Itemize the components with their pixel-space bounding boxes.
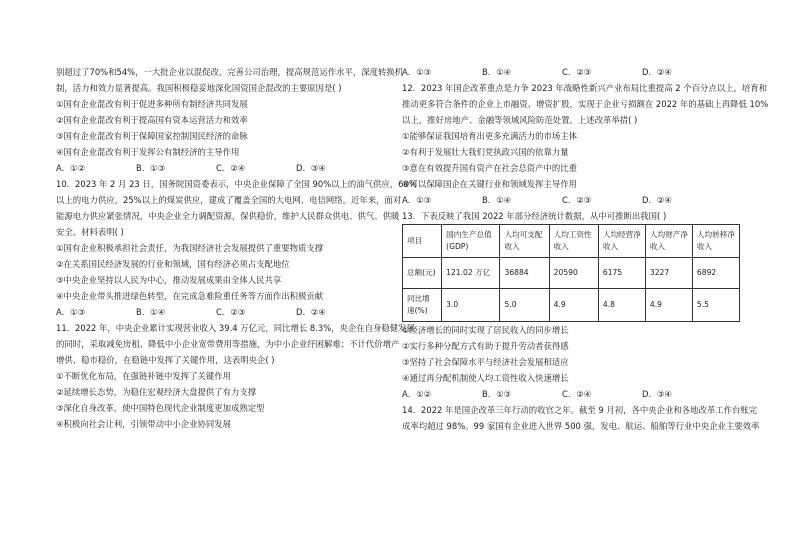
q12-stem-line: 推动更多符合条件的企业上市融资、增资扩股，实现于企业亏损额在 2022 年的基础上再降低 10% [402, 99, 769, 109]
table-cell: 4.9 [645, 289, 692, 322]
choice-a[interactable]: A．①② [402, 389, 432, 399]
q10-stem-line: 10．2023 年 2 月 23 日，国务院国资委表示，中央企业保障了全国 90%以上的油气供应，60% [56, 179, 417, 189]
q10-stem-line: 以上的电力供应，25%以上的煤炭供应，建成了覆盖全国的大电网、电信网络。近年来，面对 [56, 195, 402, 205]
q12-option: ①能够保证我国培育出更多充满活力的市场主体 [402, 131, 578, 141]
choice-b[interactable]: B．①④ [482, 195, 512, 205]
table-header-cell: 人均工资性收入 [549, 225, 598, 258]
table-row [403, 289, 740, 322]
q10-stem-line: 安全。材料表明( ) [56, 227, 124, 237]
choice-a[interactable]: A．①③ [56, 307, 86, 317]
choice-c[interactable]: C．②④ [562, 389, 592, 399]
q13-option: ①经济增长的同时实现了居民收入的同步增长 [402, 325, 569, 335]
choice-d[interactable]: D．②④ [642, 67, 672, 77]
q10-stem-line: 能源电力供应紧张情况，中央企业全力调配资源，保供稳价，维护人民群众供电、供气、供暖 [56, 211, 400, 221]
choice-b[interactable]: B．①③ [136, 163, 166, 173]
q11-stem-line: 的同时，采取减免房租、降低中小企业宽带费用等措施，为中小企业纾困解难；不计代价增产 [56, 339, 400, 349]
table-cell: 36884 [500, 258, 549, 289]
choice-d[interactable]: D．②④ [296, 307, 326, 317]
q10-option: ①国有企业积极承担社会责任，为我国经济社会发展提供了重要物质支撑 [56, 243, 324, 253]
table-cell: 3227 [645, 258, 692, 289]
q14-stem-line: 14．2022 年是国企改革三年行动的收官之年。截至 9 月初，各中央企业和各地改革工作台账完 [402, 405, 758, 415]
table-cell: 5.5 [692, 289, 739, 322]
choice-b[interactable]: B．①④ [482, 67, 512, 77]
q12-option: ②有利于发展壮大我们党执政兴国的依靠力量 [402, 147, 569, 157]
table-cell: 6175 [598, 258, 645, 289]
q10-option: ④中央企业带头推进绿色转型，在完成急难险重任务等方面作出积极贡献 [56, 291, 324, 301]
q9-intro-line: 别超过了70%和54%，一大批企业以混促改，完善公司治理，提高规范运作水平，深度转换机 [56, 67, 404, 77]
choice-c[interactable]: C．②③ [216, 307, 246, 317]
q9-option: ③国有企业混改有利于保障国家控制国民经济的命脉 [56, 131, 248, 141]
q9-option: ①国有企业混改有利于促进多种所有制经济共同发展 [56, 99, 248, 109]
q13-choices [402, 388, 742, 400]
q12-choices [402, 194, 742, 206]
choice-a[interactable]: A．①③ [402, 195, 432, 205]
q9-intro-line: 制，活力和效力显著提高。我国积极稳妥地深化国资国企混改的主要原因是( ) [56, 83, 342, 93]
q11-option: ③深化自身改革，使中国特色现代企业制度更加成熟定型 [56, 403, 265, 413]
q9-option: ④国有企业混改有利于发挥公有制经济的主导作用 [56, 147, 240, 157]
q12-option: ③意在有效提升国有资产在社会总资产中的比重 [402, 163, 578, 173]
choice-c[interactable]: C．②④ [216, 163, 246, 173]
q10-option: ③中央企业坚持以人民为中心，推动发展成果由全体人民共享 [56, 275, 282, 285]
q11-stem-line: 11．2022 年，中央企业累计实现营业收入 39.4 万亿元，同比增长 8.3%，央企在自身稳健发展 [56, 323, 415, 333]
table-cell: 3.0 [442, 289, 500, 322]
q12-stem-line: 以上，推好房地产、金融等领域风险防范处置。上述改革举措( ) [402, 115, 638, 125]
q13-option: ③坚持了社会保障水平与经济社会发展相适应 [402, 357, 569, 367]
table-cell: 20590 [549, 258, 598, 289]
table-header-cell: 人均转移净收入 [692, 225, 739, 258]
table-cell: 4.9 [549, 289, 598, 322]
table-header-cell: 人均经营净收入 [598, 225, 645, 258]
table-header-cell: 人均可支配收入 [500, 225, 549, 258]
table-cell: 121.02 万亿 [442, 258, 500, 289]
table-cell: 总额(元) [403, 258, 442, 289]
table-cell: 6892 [692, 258, 739, 289]
choice-a[interactable]: A．①② [56, 163, 86, 173]
q12-stem-line: 12．2023 年国企改革重点是力争 2023 年战略性新兴产业布局比重提高 2 个百分点以上，培育和 [402, 83, 768, 93]
q10-option: ②在关系国民经济发展的行业和领域，国有经济必须占支配地位 [56, 259, 290, 269]
q11-choices [402, 66, 742, 78]
choice-b[interactable]: B．①③ [482, 389, 512, 399]
right-column [402, 66, 769, 432]
choice-d[interactable]: D．②④ [642, 195, 672, 205]
choice-a[interactable]: A．①③ [402, 67, 432, 77]
q11-option: ①不断优化布局，在强链补链中发挥了关键作用 [56, 371, 232, 381]
q13-option: ④通过再分配机制使人均工资性收入快速增长 [402, 373, 569, 383]
q9-choices [56, 162, 396, 174]
q13-stem: 13．下表反映了我国 2022 年部分经济统计数据，从中可推断出我国( ) [402, 211, 667, 221]
table-cell: 5.0 [500, 289, 549, 322]
table-cell: 同比增速(%) [403, 289, 442, 322]
q11-option: ②延续增长态势，为稳住宏观经济大盘提供了有力支撑 [56, 387, 257, 397]
choice-c[interactable]: C．②③ [562, 67, 592, 77]
table-header-cell: 项目 [403, 225, 442, 258]
table-row [403, 258, 740, 289]
statistics-table [402, 224, 740, 322]
q11-stem-line: 增供、稳市稳价，在稳链中发挥了关键作用，这表明央企( ) [56, 355, 275, 365]
q11-option: ④积极向社会让利，引领带动中小企业协同发展 [56, 419, 232, 429]
table-header-row [403, 225, 740, 258]
table-header-cell: 国内生产总值(GDP) [442, 225, 500, 258]
q12-option: ④可以保障国企在关键行业和领域发挥主导作用 [402, 179, 578, 189]
table-cell: 4.8 [598, 289, 645, 322]
choice-c[interactable]: C．②③ [562, 195, 592, 205]
q13-option: ②实行多种分配方式有助于提升劳动者获得感 [402, 341, 569, 351]
choice-d[interactable]: D．③④ [642, 389, 672, 399]
choice-d[interactable]: D．③④ [296, 163, 326, 173]
q10-choices [56, 306, 396, 318]
table-header-cell: 人均财产净收入 [645, 225, 692, 258]
choice-b[interactable]: B．①④ [136, 307, 166, 317]
q14-stem-line: 成率均超过 98%。99 家国有企业进入世界 500 强，发电、航运、船舶等行业中央企业主要效率 [402, 421, 760, 431]
q9-option: ②国有企业混改有利于提高国有资本运营活力和效率 [56, 115, 248, 125]
